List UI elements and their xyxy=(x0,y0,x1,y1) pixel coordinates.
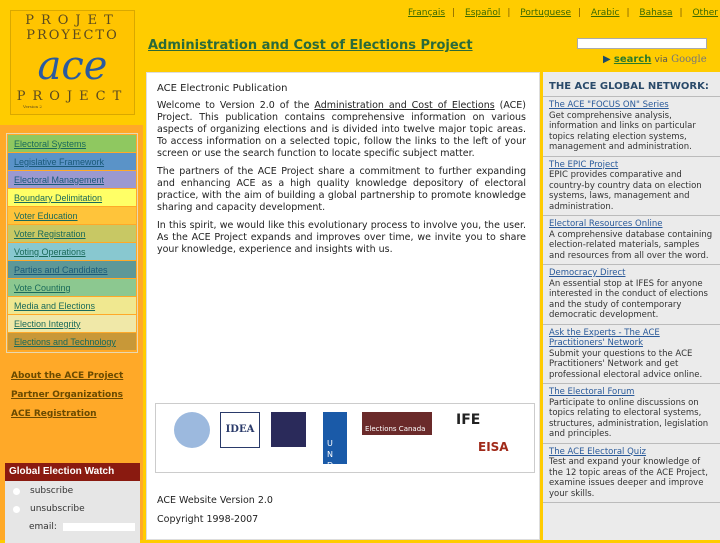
nav-item[interactable]: Elections and Technology xyxy=(8,333,136,350)
intro-p2: The partners of the ACE Project share a commitment to further expanding and enhancing ACE as a high quality knowledge depository of electoral practice, with the aim of building a global partnership to promote knowledge sharing and capacity development. xyxy=(157,166,526,213)
partners-link[interactable]: Partner Organizations xyxy=(11,390,123,400)
logo-ace: ace xyxy=(37,43,108,89)
nav-item[interactable]: Voting Operations xyxy=(8,243,136,260)
nav-item[interactable]: Parties and Candidates xyxy=(8,261,136,278)
website-version: ACE Website Version 2.0 xyxy=(157,495,273,506)
search-via: via xyxy=(654,55,668,65)
network-desc: Submit your questions to the ACE Practitioners' Network and get professional electoral advice online. xyxy=(549,348,703,380)
network-desc: A comprehensive database containing election-related materials, samples and resources from all over the word. xyxy=(549,229,713,261)
nav-item[interactable]: Boundary Delimitation xyxy=(8,189,136,206)
network-item xyxy=(543,325,720,385)
un-logo[interactable] xyxy=(174,412,210,448)
network-item xyxy=(543,97,720,157)
idea-logo[interactable]: IDEA xyxy=(220,412,260,448)
intro-p1a: Welcome to Version 2.0 of the xyxy=(157,100,315,111)
nav-item[interactable]: Electoral Management xyxy=(8,171,136,188)
network-desc: EPIC provides comparative and country-by country data on election systems, laws, management and administration. xyxy=(549,170,702,212)
elections-canada-logo[interactable]: Elections Canada xyxy=(362,412,432,435)
footer xyxy=(157,491,273,529)
main-content xyxy=(146,72,540,540)
logo-line-project: PROJECT xyxy=(16,89,129,104)
logo-version: Version 2 xyxy=(23,104,42,109)
topic-nav xyxy=(6,133,138,353)
network-link[interactable]: Democracy Direct xyxy=(549,268,626,278)
logo-line-proyecto: PROYECTO xyxy=(26,28,119,43)
network-desc: Get comprehensive analysis, information and links on particular topics relating election systems, management and administration. xyxy=(549,110,696,152)
logo-line-projet: PROJET xyxy=(25,13,120,28)
undp-logo[interactable]: UNDP xyxy=(323,412,347,464)
network-link[interactable]: The ACE "FOCUS ON" Series xyxy=(549,100,669,110)
ace-link[interactable]: Administration and Cost of Elections xyxy=(314,100,495,111)
search-row xyxy=(603,54,707,65)
ace-logo[interactable] xyxy=(10,10,135,115)
unsubscribe-label: unsubscribe xyxy=(30,504,85,514)
unsubscribe-radio[interactable] xyxy=(13,506,20,513)
network-item xyxy=(543,157,720,217)
network-item xyxy=(543,216,720,265)
publication-heading: ACE Electronic Publication xyxy=(157,83,288,94)
search-input[interactable] xyxy=(577,38,707,49)
eisa-logo[interactable]: EISA xyxy=(478,440,509,454)
partner-logos xyxy=(155,403,535,481)
ifes-logo[interactable] xyxy=(271,412,306,447)
sidebar xyxy=(0,125,143,540)
lang-bahasa[interactable]: Bahasa xyxy=(639,8,673,18)
network-desc: Participate to online discussions on topics relating to electoral systems, structures, administration, legislation and principles. xyxy=(549,397,709,439)
network-title: THE ACE GLOBAL NETWORK: xyxy=(543,72,720,97)
ife-logo[interactable]: IFE xyxy=(456,412,481,428)
lang-french[interactable]: Français xyxy=(408,8,446,18)
lang-arabic[interactable]: Arabic xyxy=(590,8,620,18)
gew-title: Global Election Watch xyxy=(5,463,140,481)
intro-p1b: (ACE) Project. This publication contains comprehensive information on various aspects of organizing elections and is divided into twelve major topic areas. To access information on a selected topic, follow the links to the left of your screen or use the search function to locate specific subject matter. xyxy=(157,100,526,159)
search-button[interactable]: search xyxy=(613,54,652,65)
global-network-panel xyxy=(543,72,720,540)
lang-portuguese[interactable]: Portuguese xyxy=(520,8,572,18)
network-item xyxy=(543,444,720,504)
site-title[interactable]: Administration and Cost of Elections Project xyxy=(148,38,473,53)
network-link[interactable]: The Electoral Forum xyxy=(549,387,635,397)
email-label: email: xyxy=(29,522,57,532)
nav-item[interactable]: Voter Education xyxy=(8,207,136,224)
network-link[interactable]: The ACE Electoral Quiz xyxy=(549,446,647,457)
network-item xyxy=(543,265,720,325)
network-link[interactable]: The EPIC Project xyxy=(549,159,619,170)
unsubscribe-option[interactable] xyxy=(5,499,140,517)
subscribe-label: subscribe xyxy=(30,486,74,496)
subscribe-option[interactable] xyxy=(5,481,140,499)
network-desc: An essential stop at IFES for anyone interested in the conduct of elections and the study of contemporary democratic development. xyxy=(549,278,708,320)
network-link[interactable]: Electoral Resources Online xyxy=(549,219,663,229)
network-desc: Test and expand your knowledge of the 12 topic areas of the ACE Project, examine issues deeper and improve your skills. xyxy=(549,457,708,499)
nav-item[interactable]: Voter Registration xyxy=(8,225,136,242)
global-election-watch xyxy=(5,463,140,543)
registration-link[interactable]: ACE Registration xyxy=(11,409,97,419)
side-links xyxy=(11,371,123,428)
about-link[interactable]: About the ACE Project xyxy=(11,371,124,381)
nav-item[interactable]: Media and Elections xyxy=(8,297,136,314)
email-input[interactable] xyxy=(63,523,135,531)
subscribe-radio[interactable] xyxy=(13,488,20,495)
network-item xyxy=(543,384,720,444)
network-link[interactable]: Ask the Experts - The ACE Practitioners' Network xyxy=(549,327,660,348)
language-bar: Français | Español | Portuguese | Arabic | Bahasa | Other xyxy=(408,8,719,18)
arrow-right-icon: ▶ xyxy=(603,54,611,65)
intro-p3: In this spirit, we would like this evolutionary process to involve you, the user. As the ACE Project expands and improves over time, we invite you to share your knowledge, experience and insights with us. xyxy=(157,220,526,255)
google-logo: Google xyxy=(671,54,707,65)
lang-other[interactable]: Other xyxy=(692,8,719,18)
lang-spanish[interactable]: Español xyxy=(465,8,501,18)
nav-item[interactable]: Vote Counting xyxy=(8,279,136,296)
intro-text xyxy=(157,100,526,262)
nav-item[interactable]: Electoral Systems xyxy=(8,135,136,152)
nav-item[interactable]: Election Integrity xyxy=(8,315,136,332)
nav-item[interactable]: Legislative Framework xyxy=(8,153,136,170)
copyright: Copyright 1998-2007 xyxy=(157,514,259,525)
